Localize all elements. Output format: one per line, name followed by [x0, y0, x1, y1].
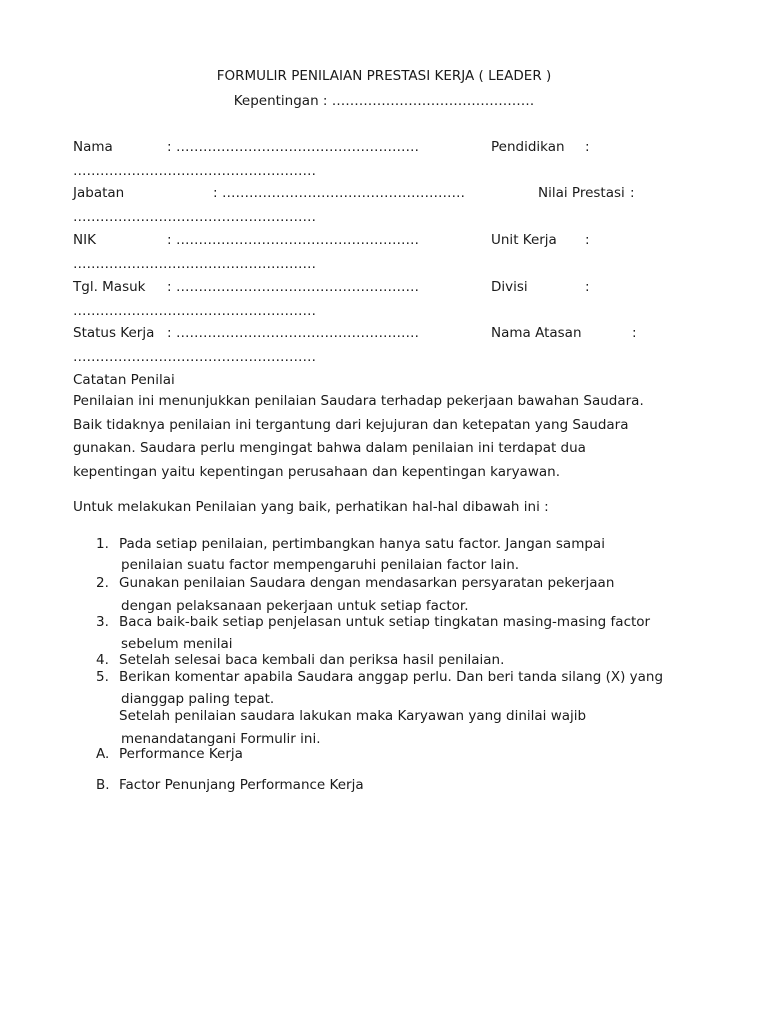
- field-label-nik: NIK: [73, 232, 96, 248]
- list-item-line: sebelum menilai: [121, 636, 233, 652]
- field-colon-status-kerja: :: [167, 325, 172, 341]
- list-item-line: Gunakan penilaian Saudara dengan mendasarkan persyaratan pekerjaan: [119, 575, 615, 591]
- field-label-nama-atasan: Nama Atasan: [491, 325, 582, 341]
- list-number: 5.: [96, 669, 109, 685]
- notes-heading: Catatan Penilai: [73, 372, 175, 388]
- field-colon-nama-atasan: :: [632, 325, 637, 341]
- field-value-nama: ………………………………………………: [176, 139, 419, 155]
- list-item-line: penilaian suatu factor mempengaruhi penilaian factor lain.: [121, 557, 520, 573]
- field-value-nik: ………………………………………………: [176, 232, 419, 248]
- field-label-nama: Nama: [73, 139, 113, 155]
- field-colon-tgl-masuk: :: [167, 279, 172, 295]
- section-letter-b: B.: [96, 777, 110, 793]
- form-title: FORMULIR PENILAIAN PRESTASI KERJA ( LEADER ): [216, 68, 552, 84]
- field-colon-jabatan: :: [213, 185, 218, 201]
- field-label-unit-kerja: Unit Kerja: [491, 232, 557, 248]
- notes-line: Penilaian ini menunjukkan penilaian Saudara terhadap pekerjaan bawahan Saudara.: [73, 393, 644, 409]
- field-colon-nik: :: [167, 232, 172, 248]
- notes-line: Baik tidaknya penilaian ini tergantung dari kejujuran dan ketepatan yang Saudara: [73, 416, 629, 433]
- list-item-line: Baca baik-baik setiap penjelasan untuk setiap tingkatan masing-masing factor: [119, 614, 651, 630]
- field-colon-divisi: :: [585, 279, 590, 295]
- list-item-line: Setelah selesai baca kembali dan periksa hasil penilaian.: [119, 652, 505, 668]
- list-item-line: Setelah penilaian saudara lakukan maka Karyawan yang dinilai wajib: [119, 708, 587, 724]
- field-colon-pendidikan: :: [585, 139, 590, 155]
- field-value-nilai-prestasi: ………………………………………………: [73, 209, 316, 225]
- field-colon-nama: :: [167, 139, 172, 155]
- field-label-nilai-prestasi: Nilai Prestasi: [538, 185, 625, 201]
- list-number: 4.: [96, 652, 109, 668]
- field-value-tgl-masuk: ………………………………………………: [176, 279, 419, 295]
- notes-line: kepentingan yaitu kepentingan perusahaan dan kepentingan karyawan.: [73, 463, 560, 480]
- list-item-line: dianggap paling tepat.: [121, 691, 275, 707]
- field-value-nama-atasan: ………………………………………………: [73, 349, 316, 365]
- field-label-jabatan: Jabatan: [73, 185, 125, 201]
- field-value-jabatan: ………………………………………………: [222, 185, 465, 201]
- field-value-divisi: ………………………………………………: [73, 303, 316, 319]
- field-value-status-kerja: ………………………………………………: [176, 325, 419, 341]
- list-item-line: Berikan komentar apabila Saudara anggap perlu. Dan beri tanda silang (X) yang: [119, 669, 664, 685]
- list-number: 1.: [96, 536, 109, 552]
- field-label-divisi: Divisi: [491, 279, 528, 295]
- field-label-tgl-masuk: Tgl. Masuk: [73, 279, 146, 295]
- section-performance-kerja: Performance Kerja: [119, 746, 243, 762]
- list-number: 2.: [96, 575, 109, 591]
- field-colon-nilai-prestasi: :: [630, 185, 635, 201]
- field-label-status-kerja: Status Kerja: [73, 325, 155, 341]
- field-value-unit-kerja: ………………………………………………: [73, 256, 316, 272]
- list-item-line: dengan pelaksanaan pekerjaan untuk setiap factor.: [121, 598, 469, 614]
- field-label-pendidikan: Pendidikan: [491, 139, 565, 155]
- list-item-line: Pada setiap penilaian, pertimbangkan hanya satu factor. Jangan sampai: [119, 536, 605, 552]
- notes-paragraph: [73, 390, 693, 484]
- list-number: 3.: [96, 614, 109, 630]
- field-value-pendidikan: ………………………………………………: [73, 163, 316, 179]
- section-factor-penunjang: Factor Penunjang Performance Kerja: [119, 777, 364, 793]
- section-letter-a: A.: [96, 746, 110, 762]
- list-item-line: menandatangani Formulir ini.: [121, 731, 321, 747]
- field-colon-unit-kerja: :: [585, 232, 590, 248]
- instructions-intro: Untuk melakukan Penilaian yang baik, perhatikan hal-hal dibawah ini :: [73, 499, 549, 515]
- form-subtitle: Kepentingan : ………………………………………: [233, 93, 535, 109]
- notes-line: gunakan. Saudara perlu mengingat bahwa dalam penilaian ini terdapat dua: [73, 440, 586, 456]
